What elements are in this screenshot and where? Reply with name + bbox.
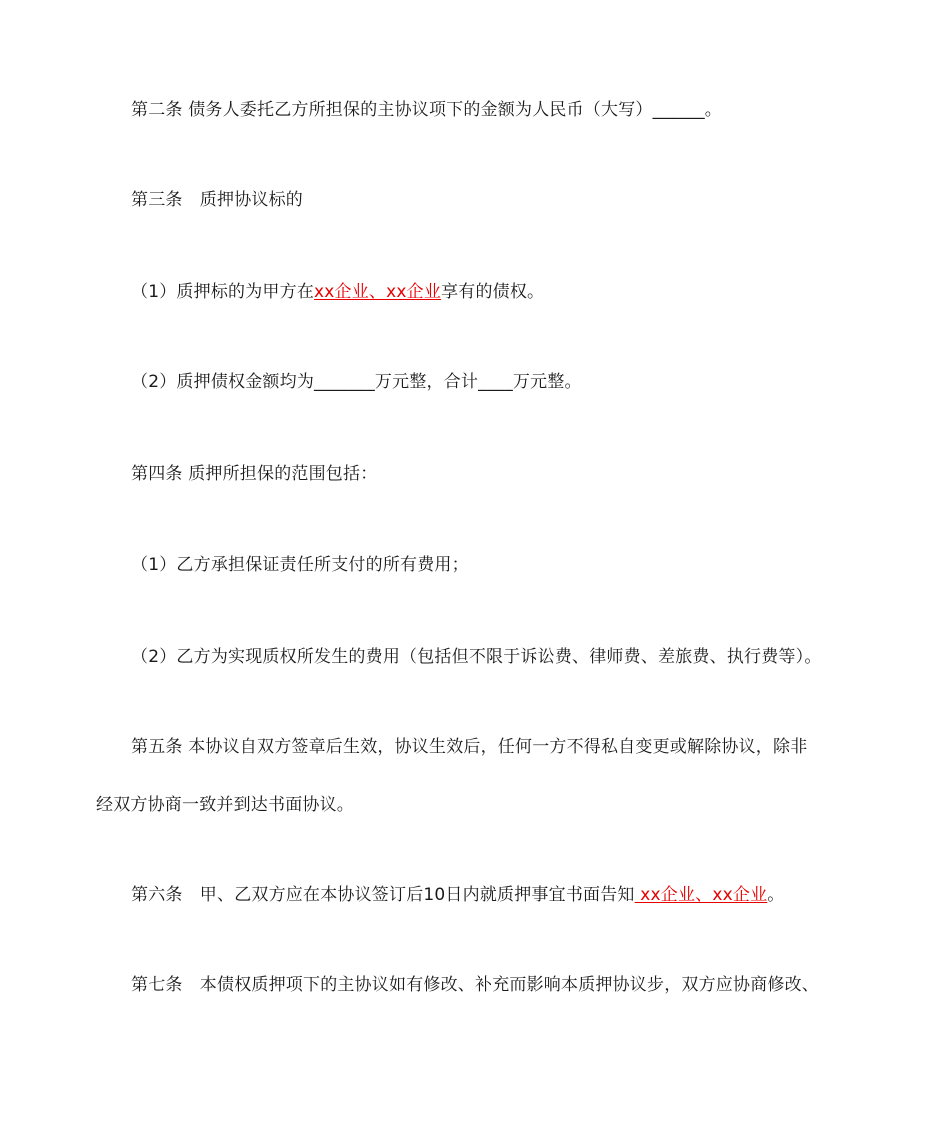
- article-4-title-text: 第四条 质押所担保的范围包括：: [131, 464, 378, 484]
- article-5-line-1-text: 第五条 本协议自双方签章后生效，协议生效后，任何一方不得私自变更或解除协议，除非: [131, 737, 808, 757]
- article-4-item-1-text: （1）乙方承担保证责任所支付的所有费用；: [131, 555, 469, 575]
- article-6: [131, 883, 785, 907]
- article-5-line-1: [131, 735, 807, 759]
- article-7-line-1-text: 第七条 本债权质押项下的主协议如有修改、补充而影响本质押协议步，双方应协商修改、: [131, 975, 819, 995]
- article-3-item-1-highlight: xx企业、xx企业: [314, 282, 442, 302]
- article-3-item-1-pre: （1）质押标的为甲方在: [131, 282, 315, 302]
- article-6-post: 。: [767, 885, 785, 905]
- article-6-pre: 第六条 甲、乙双方应在本协议签订后10日内就质押事宜书面告知: [131, 885, 635, 905]
- article-4-title: [131, 462, 377, 486]
- article-4-item-2: [131, 645, 822, 669]
- article-3-title-text: 第三条 质押协议标的: [131, 190, 303, 210]
- article-5-line-2: [96, 793, 354, 817]
- article-2: [131, 98, 722, 122]
- article-3-item-1-post: 享有的债权。: [441, 282, 545, 302]
- article-3-item-2: [131, 370, 582, 394]
- article-6-highlight: xx企业、xx企业: [634, 885, 768, 905]
- article-7-line-1: [131, 973, 819, 997]
- article-4-item-2-text: （2）乙方为实现质权所发生的费用（包括但不限于诉讼费、律师费、差旅费、执行费等）。: [131, 647, 822, 667]
- article-3-item-1: [131, 280, 544, 304]
- article-5-line-2-text: 经双方协商一致并到达书面协议。: [96, 795, 354, 815]
- article-4-item-1: [131, 553, 469, 577]
- article-2-text: 第二条 债务人委托乙方所担保的主协议项下的金额为人民币（大写）______。: [131, 100, 723, 120]
- article-3-item-2-text: （2）质押债权金额均为_______万元整，合计____万元整。: [131, 372, 582, 392]
- article-3-title: [131, 188, 303, 212]
